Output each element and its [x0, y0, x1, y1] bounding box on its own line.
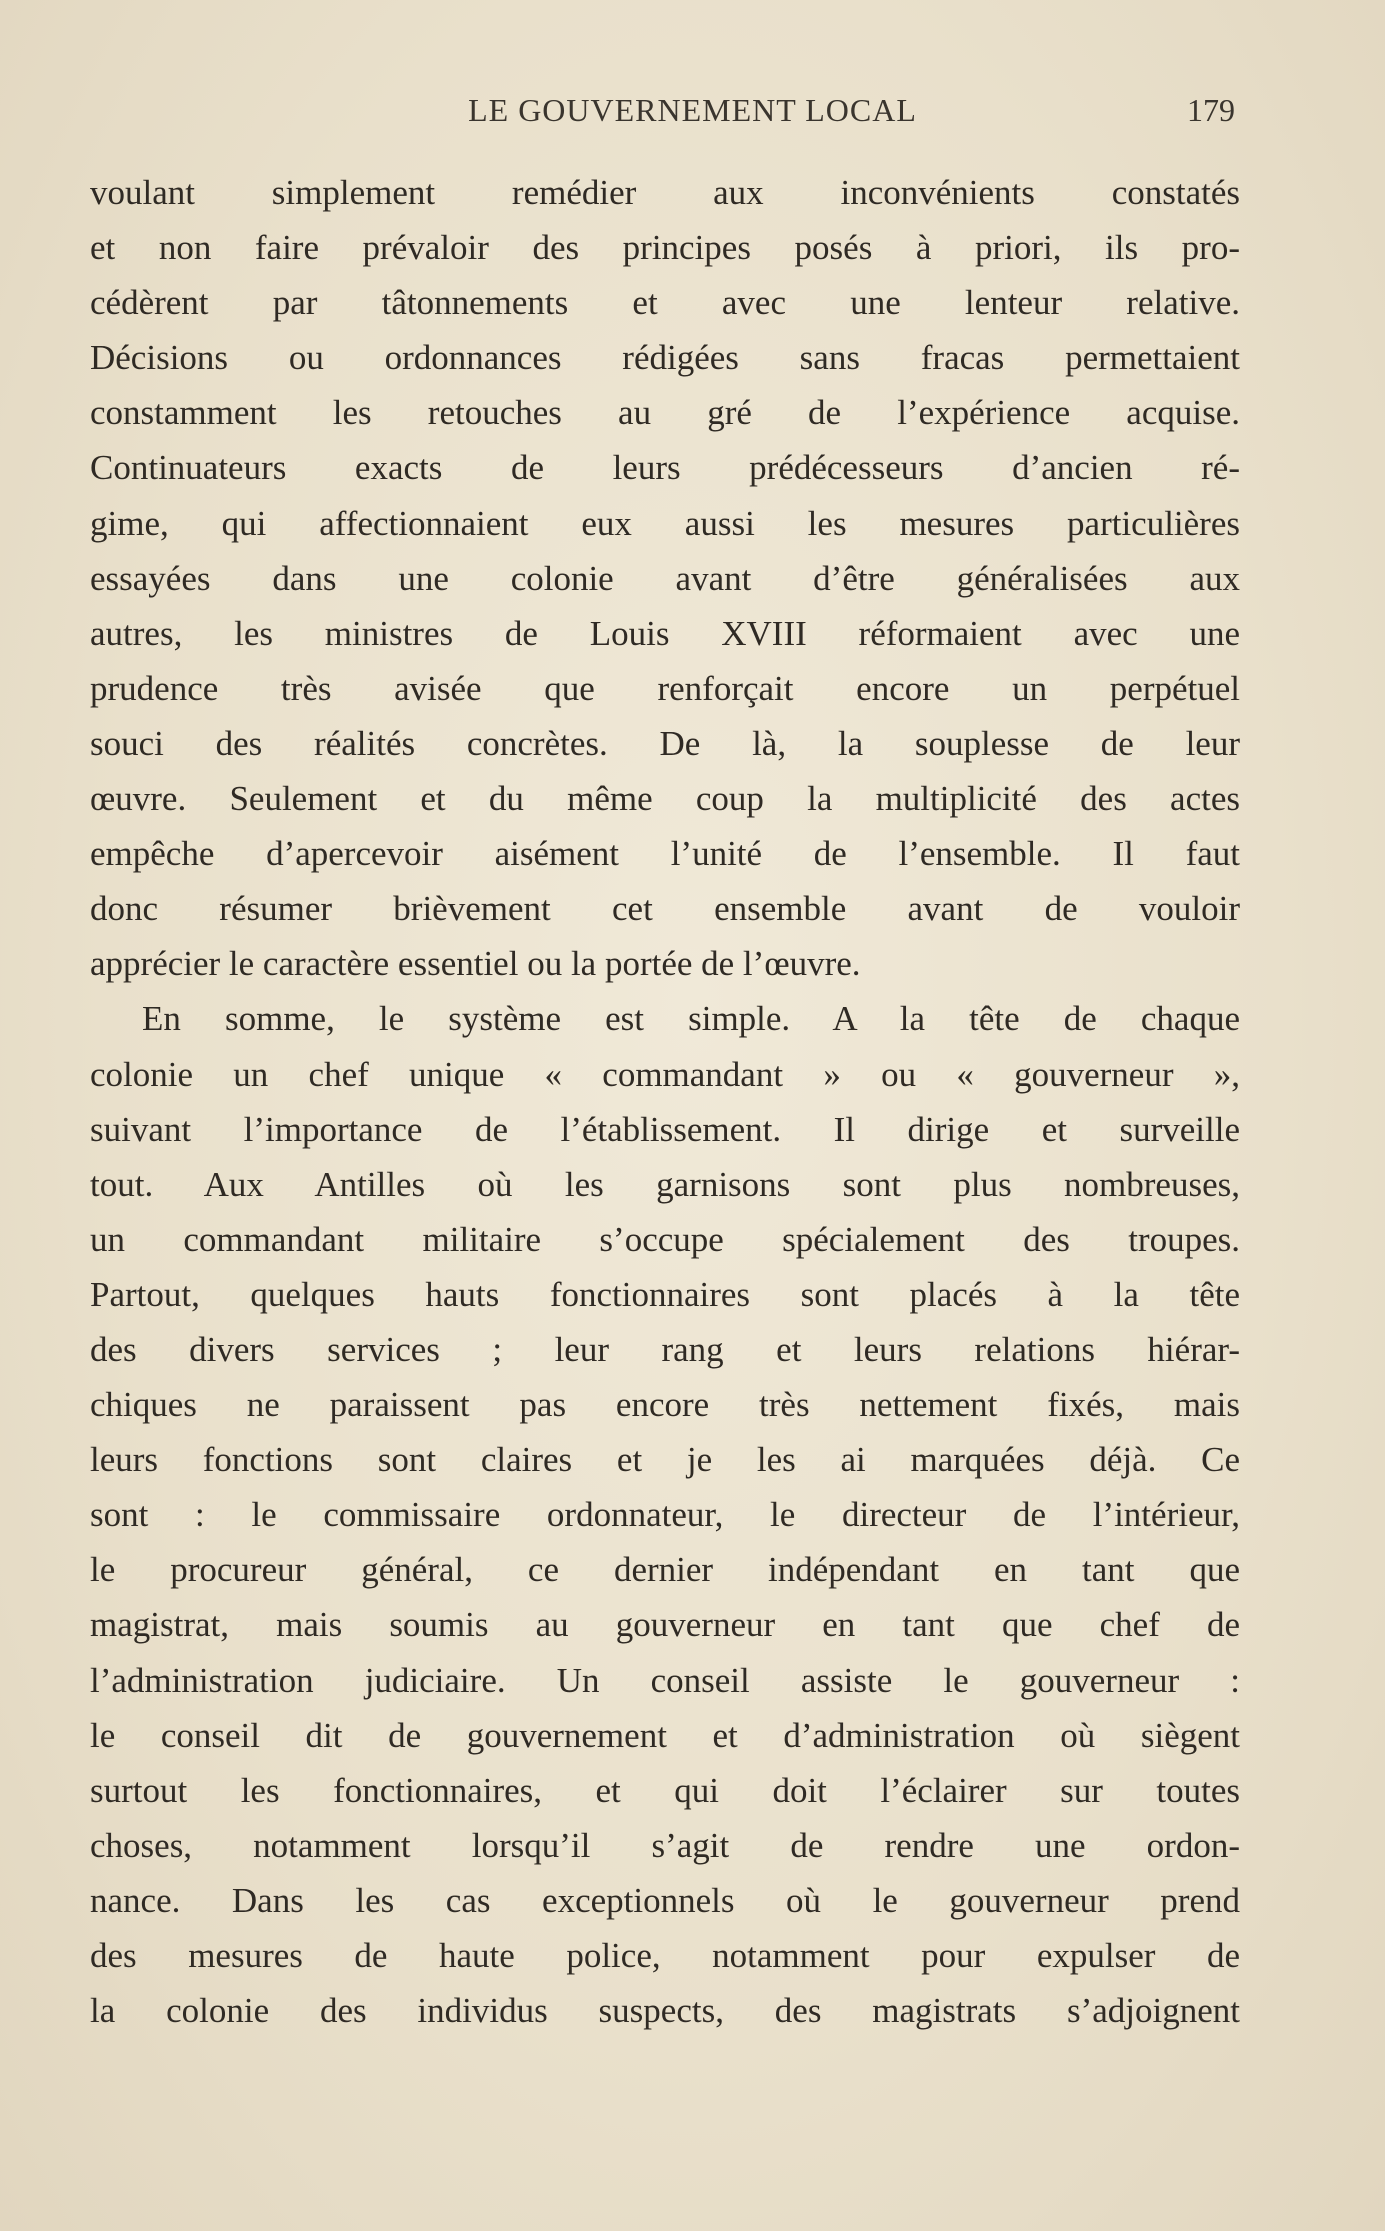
- text-line: prudence très avisée que renforçait encore un perpétuel: [90, 668, 1240, 708]
- text-line: choses, notamment lorsqu’il s’agit de rendre une ordon-: [90, 1825, 1240, 1865]
- text-line: un commandant militaire s’occupe spécialement des troupes.: [90, 1219, 1240, 1259]
- text-line: chiques ne paraissent pas encore très nettement fixés, mais: [90, 1385, 1240, 1425]
- text-line: apprécier le caractère essentiel ou la portée de l’œuvre.: [90, 944, 861, 984]
- text-line: tout. Aux Antilles où les garnisons sont plus nombreuses,: [90, 1164, 1240, 1204]
- running-head: [0, 92, 1385, 132]
- text-line: magistrat, mais soumis au gouverneur en tant que chef de: [90, 1605, 1240, 1645]
- text-line: la colonie des individus suspects, des magistrats s’adjoignent: [90, 1991, 1240, 2031]
- text-line: colonie un chef unique « commandant » ou « gouverneur »,: [90, 1054, 1240, 1094]
- text-line: essayées dans une colonie avant d’être généralisées aux: [90, 558, 1240, 598]
- text-line: sont : le commissaire ordonnateur, le directeur de l’intérieur,: [90, 1495, 1240, 1535]
- text-line: leurs fonctions sont claires et je les ai marquées déjà. Ce: [90, 1440, 1240, 1480]
- text-line: l’administration judiciaire. Un conseil assiste le gouverneur :: [90, 1660, 1240, 1700]
- page-number: 179: [1187, 92, 1235, 128]
- text-line: autres, les ministres de Louis XVIII réformaient avec une: [90, 613, 1240, 653]
- text-line: nance. Dans les cas exceptionnels où le gouverneur prend: [90, 1880, 1240, 1920]
- text-line: Continuateurs exacts de leurs prédécesseurs d’ancien ré-: [90, 448, 1240, 488]
- text-line: voulant simplement remédier aux inconvénients constatés: [90, 173, 1240, 212]
- text-line: surtout les fonctionnaires, et qui doit l’éclairer sur toutes: [90, 1770, 1240, 1810]
- text-line: gime, qui affectionnaient eux aussi les mesures particulières: [90, 503, 1240, 543]
- text-line: empêche d’apercevoir aisément l’unité de l’ensemble. Il faut: [90, 834, 1240, 874]
- body-text: [90, 165, 1240, 2038]
- text-line: des divers services ; leur rang et leurs relations hiérar-: [90, 1329, 1240, 1369]
- running-title: LE GOUVERNEMENT LOCAL: [468, 92, 917, 128]
- text-line: En somme, le système est simple. A la tête de chaque: [142, 999, 1240, 1039]
- text-line: donc résumer brièvement cet ensemble avant de vouloir: [90, 889, 1240, 929]
- text-line: constamment les retouches au gré de l’expérience acquise.: [90, 393, 1240, 433]
- text-line: le procureur général, ce dernier indépendant en tant que: [90, 1550, 1240, 1590]
- text-line: œuvre. Seulement et du même coup la multiplicité des actes: [90, 779, 1240, 819]
- text-line: suivant l’importance de l’établissement. Il dirige et surveille: [90, 1109, 1240, 1149]
- text-line: Partout, quelques hauts fonctionnaires sont placés à la tête: [90, 1274, 1240, 1314]
- text-line: et non faire prévaloir des principes posés à priori, ils pro-: [90, 228, 1240, 268]
- text-line: souci des réalités concrètes. De là, la souplesse de leur: [90, 723, 1240, 763]
- text-line: cédèrent par tâtonnements et avec une lenteur relative.: [90, 283, 1240, 323]
- text-line: Décisions ou ordonnances rédigées sans fracas permettaient: [90, 338, 1240, 378]
- text-line: le conseil dit de gouvernement et d’administration où siègent: [90, 1715, 1240, 1755]
- text-line: des mesures de haute police, notamment pour expulser de: [90, 1936, 1240, 1975]
